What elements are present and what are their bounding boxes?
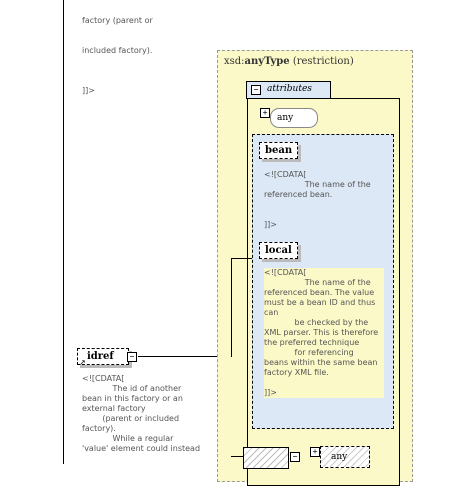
expand-any-attribute-icon[interactable]: + (260, 108, 270, 118)
bean-documentation: <![CDATA[ The name of the referenced bean. ]]> (264, 170, 371, 229)
type-derivation: (restriction) (292, 56, 354, 67)
element-local[interactable] (259, 242, 298, 259)
idref-documentation: <![CDATA[ The id of another bean in this factory or an external factory (parent or included factory). While a regular 'value' element could instead (82, 374, 201, 453)
bottom-any-element[interactable] (320, 446, 370, 468)
any-attribute-label: any (277, 113, 294, 123)
local-documentation: <![CDATA[ The name of the referenced bean. The value must be a bean ID and thus can be checked by the XML parser. This is therefore the preferred technique for referencing beans within the same bean factory XML file. ]]> (264, 268, 384, 398)
element-bean[interactable] (259, 142, 298, 159)
element-local-label: local (265, 245, 292, 256)
attributes-label: attributes (267, 84, 312, 94)
element-idref-label: idref (87, 351, 114, 362)
type-header (224, 56, 354, 67)
doc-line: ]]> (82, 86, 95, 95)
expand-bottom-any-icon[interactable]: + (310, 447, 320, 457)
previous-element-documentation (82, 0, 212, 106)
collapse-bottom-icon[interactable]: − (290, 452, 300, 462)
element-bean-label: bean (265, 145, 293, 156)
bottom-element-box[interactable] (243, 447, 289, 469)
doc-line: included factory). (82, 46, 153, 55)
doc-line: factory (parent or (82, 16, 153, 25)
tree-line-left (63, 0, 64, 464)
collapse-idref-icon[interactable]: − (127, 352, 137, 362)
bottom-any-label: any (331, 452, 348, 462)
any-attribute[interactable] (270, 108, 318, 128)
element-ref-arrow-icon: ↗ (79, 358, 86, 367)
type-name: anyType (244, 56, 290, 67)
connector-bottom (231, 456, 243, 457)
type-prefix: xsd: (224, 56, 245, 67)
connector-group-vertical (231, 258, 232, 357)
collapse-attributes-icon[interactable]: − (251, 85, 261, 95)
attributes-tab[interactable] (246, 81, 331, 99)
